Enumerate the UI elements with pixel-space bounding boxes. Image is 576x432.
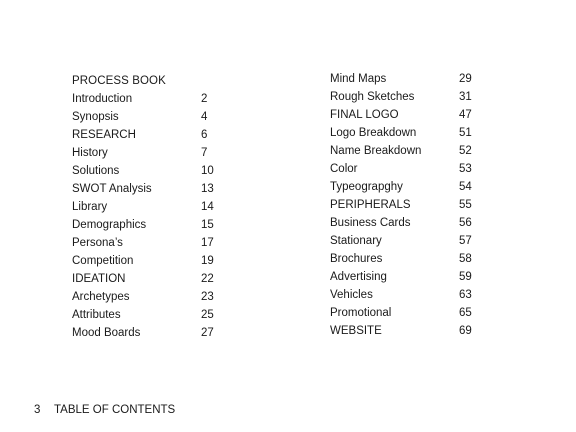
toc-entry-page: 14 <box>201 201 214 213</box>
toc-entry-title: Vehicles <box>330 289 373 301</box>
toc-entry-title: IDEATION <box>72 273 126 285</box>
toc-entry-title: Typeograpghy <box>330 181 403 193</box>
toc-entry-title: Synopsis <box>72 111 119 123</box>
toc-entry-page: 23 <box>201 291 214 303</box>
toc-entry-page: 56 <box>459 217 472 229</box>
toc-entry-title: Solutions <box>72 165 120 177</box>
toc-entry-title: Competition <box>72 255 134 267</box>
toc-entry <box>72 162 222 180</box>
toc-entry-title: Logo Breakdown <box>330 127 417 139</box>
toc-entry <box>72 324 222 342</box>
toc-entry-page: 53 <box>459 163 472 175</box>
toc-entry-page: 47 <box>459 109 472 121</box>
footer-label: TABLE OF CONTENTS <box>54 404 176 416</box>
toc-entry-page: 19 <box>201 255 214 267</box>
toc-entry <box>72 90 222 108</box>
toc-entry-title: Brochures <box>330 253 383 265</box>
toc-entry-title: RESEARCH <box>72 129 136 141</box>
toc-entry <box>330 70 480 88</box>
toc-right-list <box>330 70 480 340</box>
toc-entry <box>72 252 222 270</box>
toc-entry-page: 10 <box>201 165 214 177</box>
toc-entry-page: 4 <box>201 111 208 123</box>
toc-entry <box>330 106 480 124</box>
toc-entry <box>330 160 480 178</box>
toc-entry <box>72 108 222 126</box>
toc-entry <box>330 88 480 106</box>
toc-entry-title: History <box>72 147 108 159</box>
toc-entry-page: 25 <box>201 309 214 321</box>
toc-entry-page: 29 <box>459 73 472 85</box>
toc-header: PROCESS BOOK <box>72 75 166 87</box>
toc-entry <box>72 198 222 216</box>
toc-entry <box>330 286 480 304</box>
toc-entry-page: 31 <box>459 91 472 103</box>
toc-entry-page: 6 <box>201 129 208 141</box>
toc-entry <box>330 178 480 196</box>
toc-entry <box>330 232 480 250</box>
toc-entry <box>72 216 222 234</box>
toc-entry <box>72 144 222 162</box>
toc-entry <box>72 288 222 306</box>
toc-entry-title: Stationary <box>330 235 382 247</box>
toc-entry-title: Business Cards <box>330 217 411 229</box>
footer-page-number: 3 <box>34 404 41 416</box>
toc-entry-title: SWOT Analysis <box>72 183 152 195</box>
toc-entry-page: 54 <box>459 181 472 193</box>
page-footer <box>34 402 175 418</box>
toc-entry-title: Color <box>330 163 358 175</box>
toc-entry-page: 65 <box>459 307 472 319</box>
toc-entry-page: 17 <box>201 237 214 249</box>
toc-entry-page: 13 <box>201 183 214 195</box>
toc-entry <box>72 234 222 252</box>
toc-entry <box>72 180 222 198</box>
toc-entry <box>330 322 480 340</box>
toc-entry-title: Attributes <box>72 309 121 321</box>
toc-entry-page: 69 <box>459 325 472 337</box>
toc-entry-page: 51 <box>459 127 472 139</box>
toc-entry-title: Mind Maps <box>330 73 387 85</box>
toc-entry <box>72 126 222 144</box>
toc-entry-title: PERIPHERALS <box>330 199 411 211</box>
toc-entry-page: 22 <box>201 273 214 285</box>
toc-entry-page: 57 <box>459 235 472 247</box>
toc-entry <box>330 196 480 214</box>
toc-entry <box>330 142 480 160</box>
toc-left-column <box>72 72 222 342</box>
toc-entry <box>330 250 480 268</box>
toc-entry-title: Advertising <box>330 271 387 283</box>
toc-entry-title: Library <box>72 201 108 213</box>
toc-entry-title: Rough Sketches <box>330 91 415 103</box>
toc-entry-page: 58 <box>459 253 472 265</box>
toc-entry-title: Mood Boards <box>72 327 141 339</box>
toc-entry <box>72 306 222 324</box>
toc-entry-page: 15 <box>201 219 214 231</box>
toc-right-column <box>330 70 480 340</box>
toc-entry-page: 27 <box>201 327 214 339</box>
toc-entry-page: 7 <box>201 147 208 159</box>
toc-entry <box>330 268 480 286</box>
toc-entry-page: 63 <box>459 289 472 301</box>
toc-left-list <box>72 90 222 342</box>
toc-entry-title: Archetypes <box>72 291 130 303</box>
toc-entry-page: 59 <box>459 271 472 283</box>
toc-entry-title: Name Breakdown <box>330 145 422 157</box>
toc-entry <box>330 214 480 232</box>
toc-entry-page: 55 <box>459 199 472 211</box>
toc-entry-title: WEBSITE <box>330 325 382 337</box>
toc-entry <box>72 270 222 288</box>
toc-entry-title: Persona’s <box>72 237 123 249</box>
toc-entry-title: FINAL LOGO <box>330 109 399 121</box>
toc-entry <box>330 124 480 142</box>
toc-entry-title: Promotional <box>330 307 392 319</box>
toc-entry-title: Introduction <box>72 93 133 105</box>
toc-entry-title: Demographics <box>72 219 147 231</box>
toc-entry <box>330 304 480 322</box>
toc-entry-page: 2 <box>201 93 208 105</box>
toc-entry-page: 52 <box>459 145 472 157</box>
